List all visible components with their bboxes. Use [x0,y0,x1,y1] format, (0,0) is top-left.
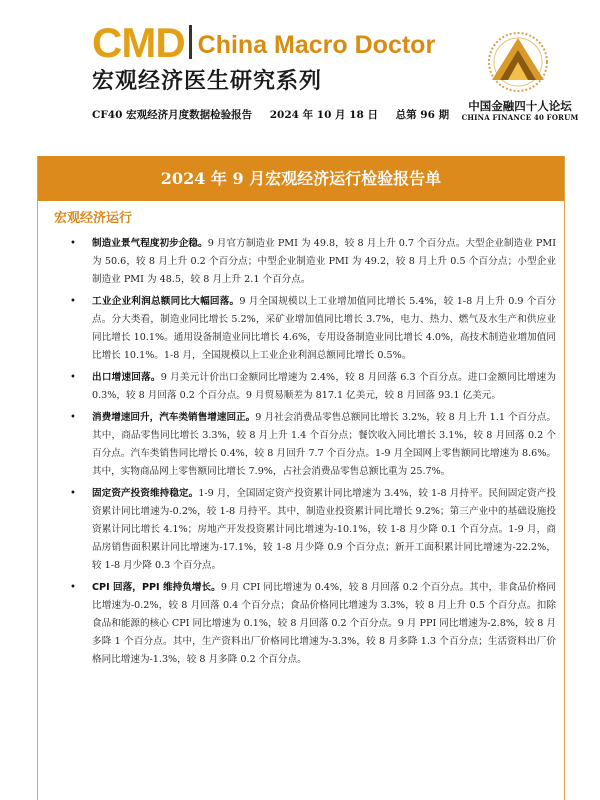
section-title: 宏观经济运行 [54,211,133,226]
bullet-icon: • [70,296,76,307]
item-heading: CPI 回落，PPI 维持负增长。 [92,582,221,593]
report-title-banner: 2024 年 9 月宏观经济运行检验报告单 [38,156,564,201]
bullet-icon: • [70,488,76,499]
report-header [0,0,600,150]
report-panel [37,156,565,800]
item-heading: 固定资产投资维持稳定。 [92,488,199,499]
item-text: 9 月全国规模以上工业增加值同比增长 5.4%，较 1-8 月上升 0.9 个百分点。分大类看，制造业同比增长 5.2%，采矿业增加值同比增长 3.7%，电力、热力、燃气及水生产和供应业同比增长 10.1%。通用设备制造业同比增长 4.6%，专用设备制造业同比增长 4.0%，高技术制造业增加值同比增长 10.1%。1-8 月，全国规模以上工业企业利润总额同比增长 0.5%。 [92,296,556,361]
forum-name-cn: 中国金融四十人论坛 [468,99,572,113]
item-heading: 工业企业利润总额同比大幅回落。 [92,296,240,307]
bullet-icon: • [70,582,76,593]
indicator-list [46,235,556,673]
brand-english: China Macro Doctor [197,31,436,59]
forum-name-en: CHINA FINANCE 40 FORUM [461,113,579,122]
item-text: 9 月 CPI 同比增速为 0.4%，较 8 月回落 0.2 个百分点。其中，非食品价格同比增速为-0.2%，较 8 月回落 0.4 个百分点；食品价格同比增速为 3.3%，较 8 月上升 0.5 个百分点。扣除食品和能源的核心 CPI 同比增速为 0.1%，较 8 月回落 0.2 个百分点。9 月 PPI 同比增速为-2.8%，较 8 月多降 1 个百分点。其中，生产资料出厂价格同比增速为-3.3%，较 8 月多降 1.3 个百分点；生活资料出厂价格同比增速为-1.3%，较 8 月多降 0.2 个百分点。 [92,582,556,665]
report-issue: 总第 96 期 [395,109,450,121]
report-subline [92,107,463,122]
list-item [46,235,556,289]
cf40-logo-icon [478,28,558,98]
item-heading: 制造业景气程度初步企稳。 [92,238,208,249]
list-item [46,369,556,405]
report-date: 2024 年 10 月 18 日 [269,109,378,121]
bullet-icon: • [70,372,76,383]
report-code: CF40 宏观经济月度数据检验报告 [92,109,253,121]
item-text: 9 月美元计价出口金额同比增速为 2.4%，较 8 月回落 6.3 个百分点。进口金额同比增速为 0.3%，较 8 月回落 0.2 个百分点。9 月贸易顺差为 817.1 亿美元，较 8 月回落 93.1 亿美元。 [92,372,557,401]
item-text: 9 月社会消费品零售总额同比增长 3.2%，较 8 月上升 1.1 个百分点。其中，商品零售同比增长 3.3%，较 8 月上升 1.4 个百分点；餐饮收入同比增长 3.1%，较 8 月回落 0.2 个百分点。汽车类销售同比增长 0.4%，较 8 月回升 7.7 个百分点。1-9 月全国网上零售额同比增速为 8.6%。其中，实物商品网上零售额同比增长 7.9%，占社会消费品零售总额比重为 25.7%。 [92,412,556,477]
item-text: 1-9 月，全国固定资产投资累计同比增速为 3.4%，较 1-8 月持平。民间固定资产投资累计同比增速为-0.2%，较 1-8 月持平。其中，制造业投资累计同比增长 9.2%；第三产业中的基础设施投资累计同比增长 4.1%；房地产开发投资累计同比增速为-10.1%，较 1-8 月少降 0.1 个百分点。1-9 月，商品房销售面积累计同比增速为-17.1%，较 1-8 月少降 0.9 个百分点；新开工面积累计同比增速为-22.2%，较 1-8 月少降 0.3 个百分点。 [92,488,556,571]
list-item [46,485,556,575]
list-item [46,579,556,669]
bullet-icon: • [70,412,76,423]
brand-divider [189,25,192,59]
series-title: 宏观经济医生研究系列 [92,69,323,94]
brand-cmd: CMD [92,19,185,66]
bullet-icon: • [70,238,76,249]
item-heading: 消费增速回升，汽车类销售增速回正。 [92,412,256,423]
item-heading: 出口增速回落。 [92,372,161,383]
list-item [46,409,556,481]
list-item [46,293,556,365]
item-text: 9 月官方制造业 PMI 为 49.8，较 8 月上升 0.7 个百分点。大型企业制造业 PMI 为 50.6，较 8 月上升 0.2 个百分点；中型企业制造业 PMI 为 49.2，较 8 月上升 0.5 个百分点；小型企业制造业 PMI 为 48.5，较 8 月上升 2.1 个百分点。 [92,238,556,285]
brand-logo [92,20,435,66]
